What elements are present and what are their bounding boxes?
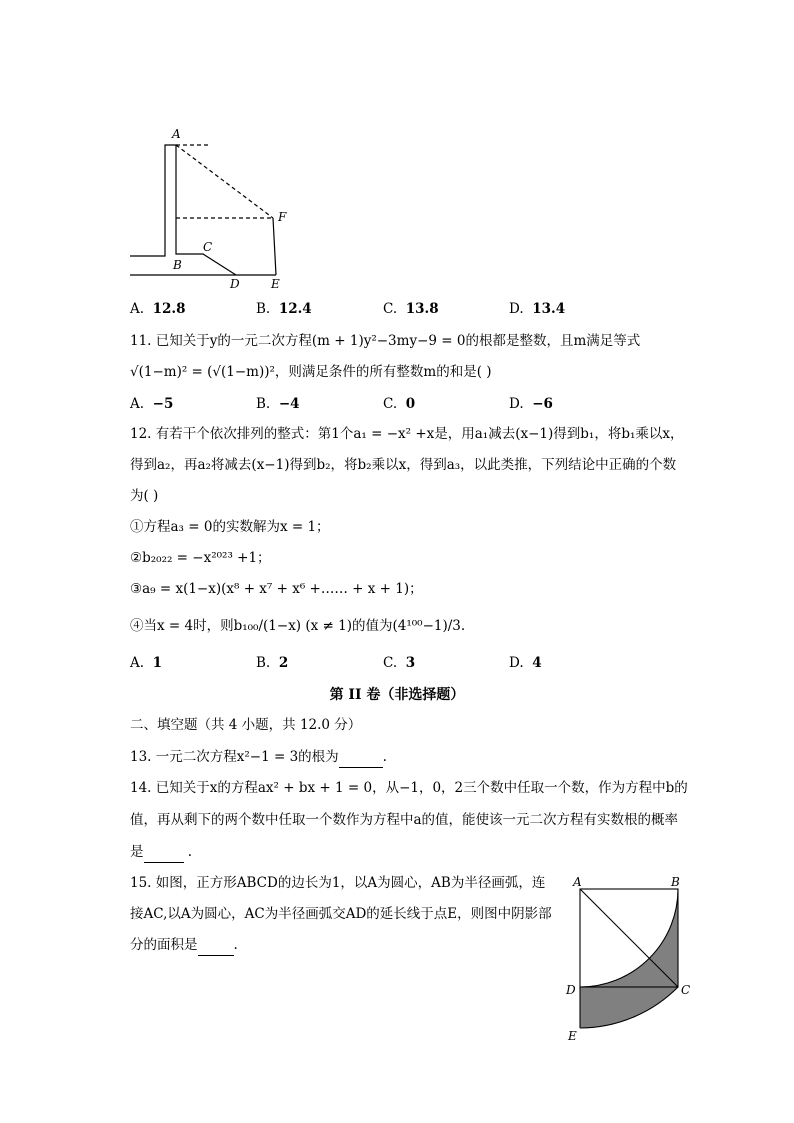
q11-option-c: C. 0	[383, 396, 416, 412]
figure-q15-label-e: E	[568, 1029, 577, 1043]
figure-q15-label-a: A	[573, 875, 582, 889]
q11-option-d: D. −6	[509, 396, 553, 412]
q10-option-d: D. 13.4	[509, 301, 566, 317]
figure-q10-label-b: B	[173, 258, 182, 272]
q12-statement-3: ③a₉ = x(1−x)(x⁸ + x⁷ + x⁶ +…… + x + 1)；	[130, 581, 423, 597]
figure-q10-label-a: A	[172, 127, 181, 141]
figure-q15-diagram	[560, 870, 700, 1050]
q12-statement-4: ④当x = 4时，则b₁₀₀/(1−x) (x ≠ 1)的值为(4¹⁰⁰−1)/3.	[130, 618, 466, 634]
q10-option-b: B. 12.4	[256, 301, 312, 317]
q15-period: .	[233, 937, 238, 953]
figure-q10-diagram	[120, 120, 300, 295]
q15-line3	[130, 935, 238, 956]
q14-line3	[130, 842, 192, 863]
q11-option-b: B. −4	[256, 396, 300, 412]
q13-answer-blank[interactable]	[339, 747, 383, 768]
figure-q15-label-b: B	[671, 875, 680, 889]
figure-q10-label-f: F	[278, 210, 287, 224]
q14-period: .	[183, 844, 193, 860]
q14-line2: 值，再从剩下的两个数中任取一个数作为方程中a的值，能使该一元二次方程有实数根的概率	[130, 812, 679, 828]
q14-text: 是	[130, 844, 144, 860]
q12-option-d: D. 4	[509, 655, 542, 671]
q15-line2: 接AC,以A为圆心，AC为半径画弧交AD的延长线于点E，则图中阴影部	[130, 906, 552, 922]
q12-statement-2: ②b₂₀₂₂ = −x²⁰²³ +1；	[130, 550, 271, 566]
q10-option-c: C. 13.8	[383, 301, 439, 317]
part2-title: 第 II 卷（非选择题）	[329, 687, 465, 703]
q13-period: .	[382, 749, 387, 765]
q15-answer-blank[interactable]	[198, 935, 234, 956]
q11-line2: √(1−m)² = (√(1−m))²，则满足条件的所有整数m的和是( )	[130, 364, 492, 380]
figure-q10-label-d: D	[230, 277, 240, 291]
q15-line1: 15. 如图，正方形ABCD的边长为1，以A为圆心，AB为半径画弧，连	[130, 875, 546, 891]
q12-line1: 12. 有若干个依次排列的整式：第1个a₁ = −x² +x是，用a₁减去(x−1)得到b₁，将b₁乘以x，	[130, 426, 684, 442]
q12-option-a: A. 1	[130, 655, 163, 671]
q11-option-a: A. −5	[130, 396, 174, 412]
q12-line3: 为( )	[130, 488, 159, 504]
q13-text: 13. 一元二次方程x²−1 = 3的根为	[130, 749, 339, 765]
q13-line	[130, 747, 387, 768]
q10-option-a: A. 12.8	[130, 301, 186, 317]
q14-answer-blank[interactable]	[144, 842, 184, 863]
q15-text: 分的面积是	[130, 937, 198, 953]
q14-line1: 14. 已知关于x的方程ax² + bx + 1 = 0，从−1，0，2三个数中任取一个数，作为方程中b的	[130, 780, 688, 796]
q12-option-b: B. 2	[256, 655, 289, 671]
q12-option-c: C. 3	[383, 655, 416, 671]
figure-q15-label-d: D	[566, 983, 576, 997]
q11-line1: 11. 已知关于y的一元二次方程(m + 1)y²−3my−9 = 0的根都是整数，且m满足等式	[130, 333, 641, 349]
q12-statement-1: ①方程a₃ = 0的实数解为x = 1；	[130, 519, 330, 535]
figure-q10-label-c: C	[203, 240, 213, 254]
figure-q15-label-c: C	[681, 983, 691, 997]
figure-q15-shaded-region	[580, 889, 678, 1028]
section2-header: 二、填空题（共 4 小题，共 12.0 分）	[130, 717, 362, 733]
q12-line2: 得到a₂，再a₂将减去(x−1)得到b₂，将b₂乘以x，得到a₃，以此类推，下列结论中正确的个数	[130, 457, 677, 473]
figure-q10-label-e: E	[271, 277, 280, 291]
